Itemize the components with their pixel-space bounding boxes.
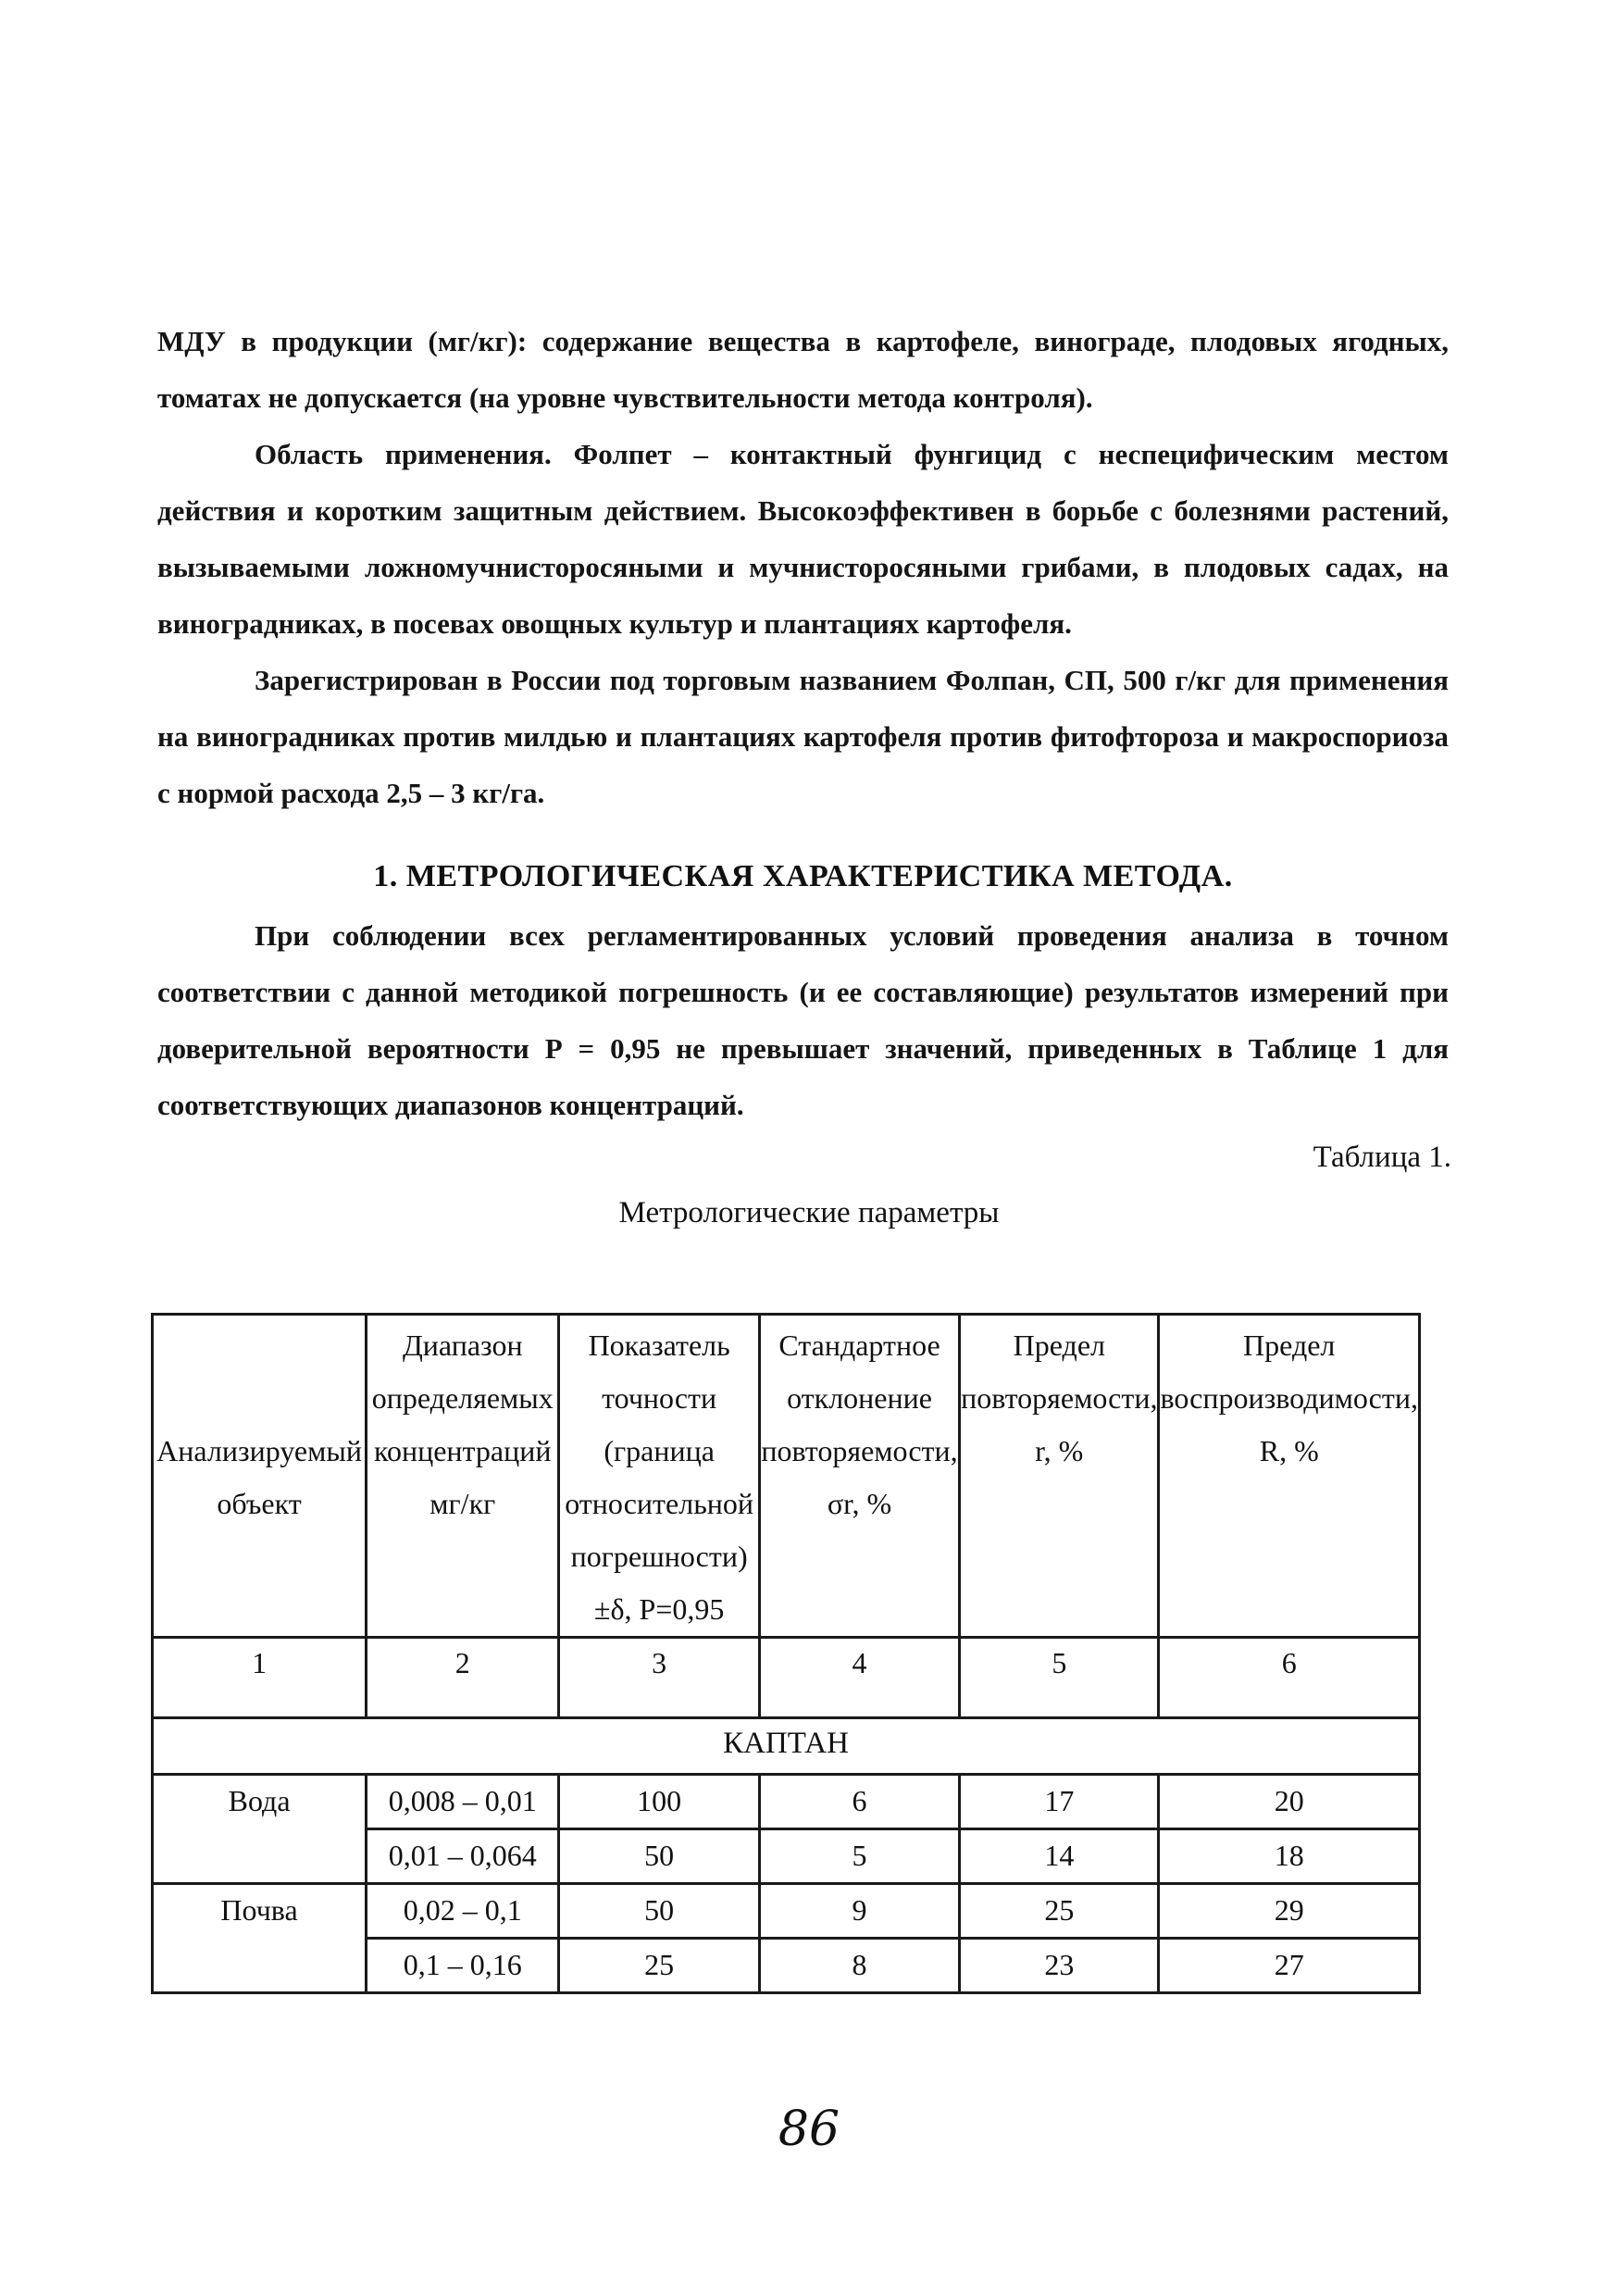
cell-accuracy: 25	[559, 1939, 759, 1993]
table-row	[153, 1775, 1420, 1829]
page-number: 86	[778, 2102, 840, 2157]
header-repeatability: Предел повторяемости, r, %	[960, 1315, 1159, 1638]
header-object: Анализируемый объект	[153, 1315, 367, 1638]
table-title: Метрологические параметры	[618, 1196, 1000, 1229]
cell-object: Почва	[153, 1884, 367, 1939]
mdu-paragraph: МДУ в продукции (мг/кг): содержание вещества в картофеле, винограде, плодовых ягодных, томатах не допускается (на уровне чувствительности метода контроля).	[157, 325, 1449, 414]
cell-object: Вода	[153, 1775, 367, 1829]
cell-sd: 9	[759, 1884, 959, 1939]
cell-sd: 6	[759, 1775, 959, 1829]
cell-range: 0,01 – 0,064	[367, 1829, 559, 1884]
cell-reproducibility: 20	[1159, 1775, 1420, 1829]
cell-object	[153, 1829, 367, 1884]
cell-reproducibility: 18	[1159, 1829, 1420, 1884]
column-number: 5	[960, 1638, 1159, 1718]
table-label: Таблица 1.	[1313, 1141, 1451, 1174]
header-range: Диапазон определяемых концентраций мг/кг	[367, 1315, 559, 1638]
cell-reproducibility: 27	[1159, 1939, 1420, 1993]
column-number: 6	[1159, 1638, 1420, 1718]
cell-reproducibility: 29	[1159, 1884, 1420, 1939]
cell-repeatability: 17	[960, 1775, 1159, 1829]
cell-accuracy: 100	[559, 1775, 759, 1829]
cell-accuracy: 50	[559, 1884, 759, 1939]
cell-repeatability: 25	[960, 1884, 1159, 1939]
intro-text	[157, 313, 1449, 821]
header-reproducibility: Предел воспроизводимости, R, %	[1159, 1315, 1420, 1638]
method-text	[157, 907, 1449, 1133]
registration-paragraph: Зарегистрирован в России под торговым названием Фолпан, СП, 500 г/кг для применения на виноградниках против милдью и плантациях картофеля против фитофтороза и макроспориоза с нормой расхода 2,5 – 3 кг/га.	[157, 664, 1449, 809]
section-heading: 1. МЕТРОЛОГИЧЕСКАЯ ХАРАКТЕРИСТИКА МЕТОДА.	[373, 859, 1233, 893]
cell-range: 0,02 – 0,1	[367, 1884, 559, 1939]
cell-sd: 8	[759, 1939, 959, 1993]
metrology-table	[151, 1313, 1421, 1994]
cell-repeatability: 14	[960, 1829, 1159, 1884]
cell-accuracy: 50	[559, 1829, 759, 1884]
table-row	[153, 1829, 1420, 1884]
scope-lead: Область применения.	[255, 438, 552, 470]
scope-text: Фолпет – контактный фунгицид с неспецифическим местом действия и коротким защитным действием. Высокоэффективен в борьбе с болезнями растений, вызываемыми ложномучнисторосяными и мучнисторосяными грибами, в плодовых садах, на виноградниках, в посевах овощных культур и плантациях картофеля.	[157, 438, 1449, 640]
group-row	[153, 1718, 1420, 1775]
header-row	[153, 1315, 1420, 1638]
scope-paragraph	[157, 426, 1449, 652]
cell-sd: 5	[759, 1829, 959, 1884]
table-row	[153, 1884, 1420, 1939]
header-accuracy: Показатель точности (граница относительной погрешности) ±δ, Р=0,95	[559, 1315, 759, 1638]
cell-range: 0,008 – 0,01	[367, 1775, 559, 1829]
column-number: 1	[153, 1638, 367, 1718]
column-number: 3	[559, 1638, 759, 1718]
column-number-row	[153, 1638, 1420, 1718]
group-label: КАПТАН	[153, 1718, 1420, 1775]
column-number: 2	[367, 1638, 559, 1718]
method-intro-paragraph: При соблюдении всех регламентированных условий проведения анализа в точном соответствии с данной методикой погрешность (и ее составляющие) результатов измерений при доверительной вероятности Р = 0,95 не превышает значений, приведенных в Таблице 1 для соответствующих диапазонов концентраций.	[157, 919, 1449, 1121]
header-sd: Стандартное отклонение повторяемости, σr, %	[759, 1315, 959, 1638]
cell-range: 0,1 – 0,16	[367, 1939, 559, 1993]
cell-object	[153, 1939, 367, 1993]
cell-repeatability: 23	[960, 1939, 1159, 1993]
column-number: 4	[759, 1638, 959, 1718]
table-row	[153, 1939, 1420, 1993]
